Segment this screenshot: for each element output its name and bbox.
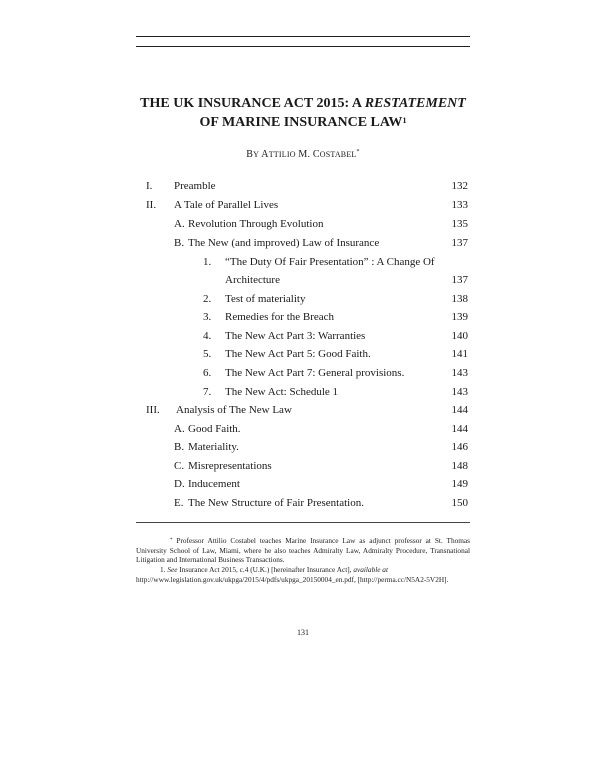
toc-row [0,217,600,231]
footnote-1-text-a: Insurance Act 2015, c.4 (U.K.) [hereinafter Insurance Act], [179,565,352,574]
byline-by: B [246,149,254,160]
byline-by-sc: Y [253,150,260,159]
toc-page: 138 [451,293,468,305]
toc-page: 137 [451,274,468,286]
toc-page: 150 [451,497,468,509]
toc-label: The New (and improved) Law of Insurance [188,237,380,249]
toc-row [0,496,600,510]
toc-num: 2. [203,293,212,305]
title-footnote-mark: 1 [402,116,407,125]
footnote-1 [136,565,470,584]
title-line1-a: THE UK INSURANCE ACT 2015: A [140,96,365,111]
toc-row [0,385,600,399]
toc-row [0,273,600,287]
header-rule-bottom [136,46,470,47]
toc-row [0,403,600,417]
toc-label: Good Faith. [188,423,241,435]
toc-page: 148 [451,460,468,472]
toc-num: D. [174,478,185,490]
byline-last-initial: C [312,149,320,160]
toc-page: 137 [451,237,468,249]
toc-page: 135 [451,218,468,230]
byline-mark: * [356,149,360,155]
toc-label: The New Act Part 3: Warranties [225,330,366,342]
toc-num: II. [146,199,157,211]
toc-page: 149 [451,478,468,490]
footnote-1-text-b: http://www.legislation.gov.uk/ukpga/2015/4/pdfs/ukpga_20150004_en.pdf, [http://perma.cc/N5A2-5V2H]. [136,574,449,584]
header-rule-top [136,36,470,37]
toc-num: III. [146,404,160,416]
toc-page: 139 [451,311,468,323]
toc-row [0,292,600,306]
byline-middle: M. [298,149,311,160]
toc-page: 143 [451,386,468,398]
toc-num: 5. [203,348,212,360]
toc-num: 6. [203,367,212,379]
toc-num: 4. [203,330,212,342]
page-number: 131 [297,628,309,637]
toc-page: 146 [451,441,468,453]
toc-row [0,440,600,454]
toc-row [0,310,600,324]
title-line2: OF MARINE INSURANCE LAW [199,115,403,130]
toc-label: The New Act Part 5: Good Faith. [225,348,371,360]
toc-label: “The Duty Of Fair Presentation” : A Change Of [225,256,435,268]
toc-label: Architecture [225,274,280,286]
footnote-star-text: Professor Attilio Costabel teaches Marine Insurance Law as adjunct professor at St. Thomas University School of Law, Miami, where he also teaches Admiralty Law, Admiralty Procedure, Transnational Litigation and International Business Transactions. [136,536,470,565]
byline-first-rest: TTILIO [268,150,296,159]
toc-num: I. [146,180,153,192]
toc-label: Materiality. [188,441,239,453]
toc-row [0,198,600,212]
toc-label: Inducement [188,478,240,490]
byline-last-rest: OSTABEL [319,150,357,159]
toc-label: Revolution Through Evolution [188,218,324,230]
toc-num: C. [174,460,185,472]
footnote-1-mark: 1. [160,565,166,574]
toc-label: A Tale of Parallel Lives [174,199,279,211]
toc-page: 132 [451,180,468,192]
toc-label: Remedies for the Breach [225,311,335,323]
author-byline [136,149,470,160]
toc-num: A. [174,218,185,230]
toc-label: The New Structure of Fair Presentation. [188,497,364,509]
footnote-star-mark: * [170,538,173,543]
toc-num: 1. [203,256,212,268]
toc-row [0,329,600,343]
toc-label: Preamble [174,180,216,192]
toc-num: 3. [203,311,212,323]
toc-page: 133 [451,199,468,211]
toc-page: 140 [451,330,468,342]
footnote-1-see: See [167,565,178,574]
footnote-divider [136,522,470,523]
toc-num: B. [174,237,185,249]
toc-row [0,347,600,361]
toc-page: 141 [451,348,468,360]
toc-label: Test of materiality [225,293,306,305]
toc-label: Misrepresentations [188,460,272,472]
toc-page: 144 [451,423,468,435]
toc-row [0,179,600,193]
article-title [120,94,486,132]
footnote-1-available: available at [353,565,388,574]
toc-row [0,422,600,436]
toc-num: B. [174,441,185,453]
toc-row [0,477,600,491]
toc-num: A. [174,423,185,435]
toc-page: 144 [451,404,468,416]
toc-label: Analysis of The New Law [176,404,292,416]
footnote-author [136,536,470,565]
toc-label: The New Act Part 7: General provisions. [225,367,405,379]
byline-first-initial: A [261,149,269,160]
toc-label: The New Act: Schedule 1 [225,386,339,398]
toc-row [0,366,600,380]
title-line1-b: RESTATEMENT [364,96,466,111]
toc-row [0,236,600,250]
toc-row [0,255,600,269]
toc-page: 143 [451,367,468,379]
toc-num: 7. [203,386,212,398]
toc-num: E. [174,497,184,509]
toc-row [0,459,600,473]
